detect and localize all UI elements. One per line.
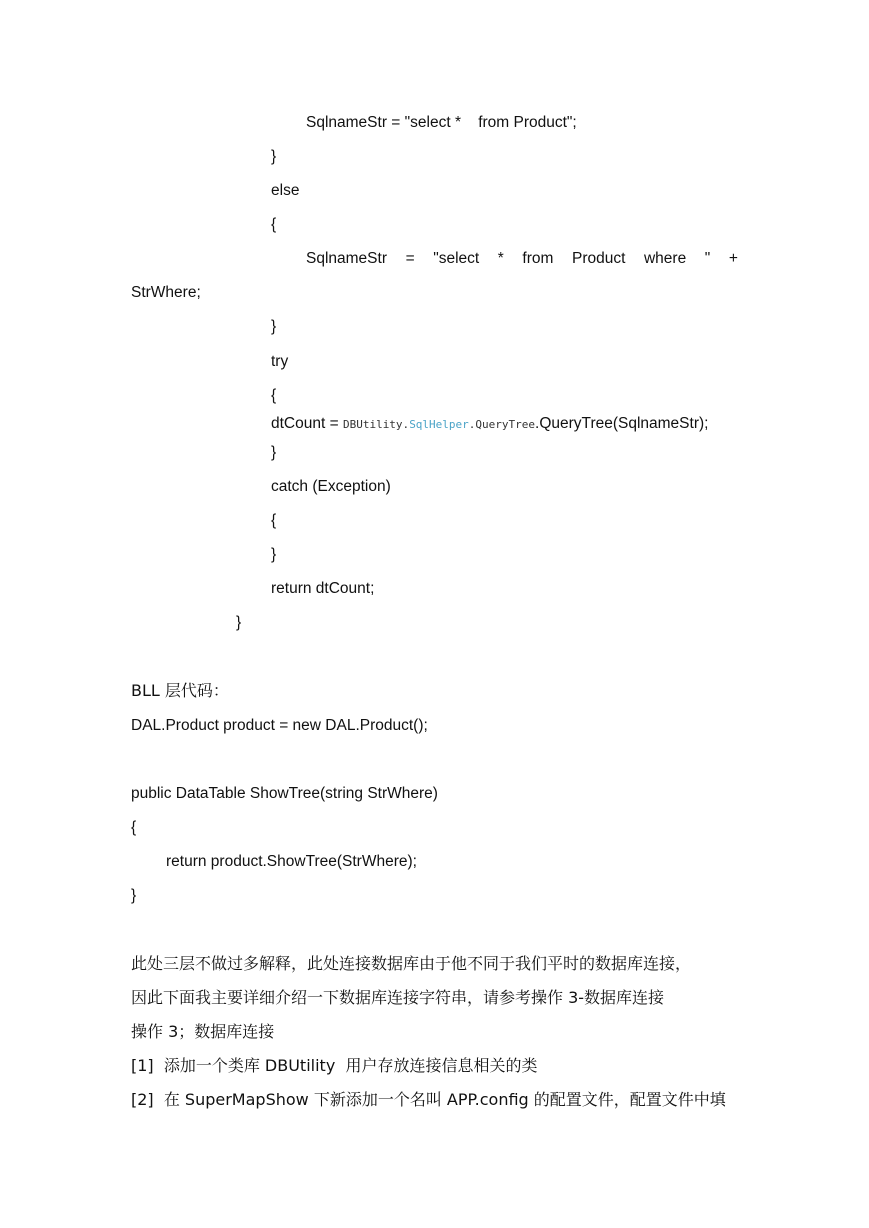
code-line-sqlnamestr-where (306, 249, 738, 269)
code-catch: catch (Exception) (271, 478, 391, 495)
code-dtcount-prefix: dtCount = (271, 415, 343, 432)
paragraph-line-1: 此处三层不做过多解释，此处连接数据库由于他不同于我们平时的数据库连接， (131, 954, 692, 973)
code-line-strwhere: StrWhere; (131, 284, 201, 301)
bll-brace-open: { (131, 819, 137, 836)
code-brace-close: } (271, 318, 277, 335)
code-brace-close: } (271, 546, 277, 563)
bll-return-statement: return product.ShowTree(StrWhere); (166, 853, 417, 870)
code-token: " (704, 250, 711, 267)
operation-3-heading: 操作 3；数据库连接 (131, 1022, 275, 1041)
code-try: try (271, 353, 289, 370)
code-return: return dtCount; (271, 580, 375, 597)
bll-product-declaration: DAL.Product product = new DAL.Product(); (131, 717, 428, 734)
code-token: where (643, 250, 687, 267)
bll-heading: BLL 层代码： (131, 681, 229, 700)
paragraph-line-2: 因此下面我主要详细介绍一下数据库连接字符串，请参考操作 3-数据库连接 (131, 988, 665, 1007)
bll-brace-close: } (131, 887, 137, 904)
code-token: Product (571, 250, 626, 267)
code-namespace: DBUtility. (342, 418, 410, 431)
code-token: * (497, 250, 504, 267)
code-token: "select (433, 250, 480, 267)
code-method-name: QueryTree (475, 418, 536, 431)
code-brace-close: } (271, 148, 277, 165)
code-line-dtcount (271, 414, 708, 435)
step-item-1: [1] 添加一个类库 DBUtility 用户存放连接信息相关的类 (131, 1056, 538, 1075)
code-class-name: SqlHelper (409, 418, 469, 431)
code-token: = (405, 250, 415, 267)
step-item-2: [2] 在 SuperMapShow 下新添加一个名叫 APP.config 的配置文件，配置文件中填 (131, 1090, 726, 1109)
code-else: else (271, 182, 300, 199)
code-token: from (522, 250, 554, 267)
code-brace-open: { (271, 387, 277, 404)
code-token: SqlnameStr (306, 250, 387, 267)
code-dot: . (468, 418, 476, 431)
code-line-sqlnamestr-all: SqlnameStr = "select * from Product"; (306, 114, 577, 131)
code-dtcount-suffix: .QueryTree(SqlnameStr); (535, 415, 709, 432)
code-brace-open: { (271, 512, 277, 529)
code-method-close: } (236, 614, 242, 631)
code-brace-close: } (271, 444, 277, 461)
code-token: + (728, 250, 738, 267)
code-brace-open: { (271, 216, 277, 233)
bll-method-signature: public DataTable ShowTree(string StrWhere) (131, 785, 438, 802)
